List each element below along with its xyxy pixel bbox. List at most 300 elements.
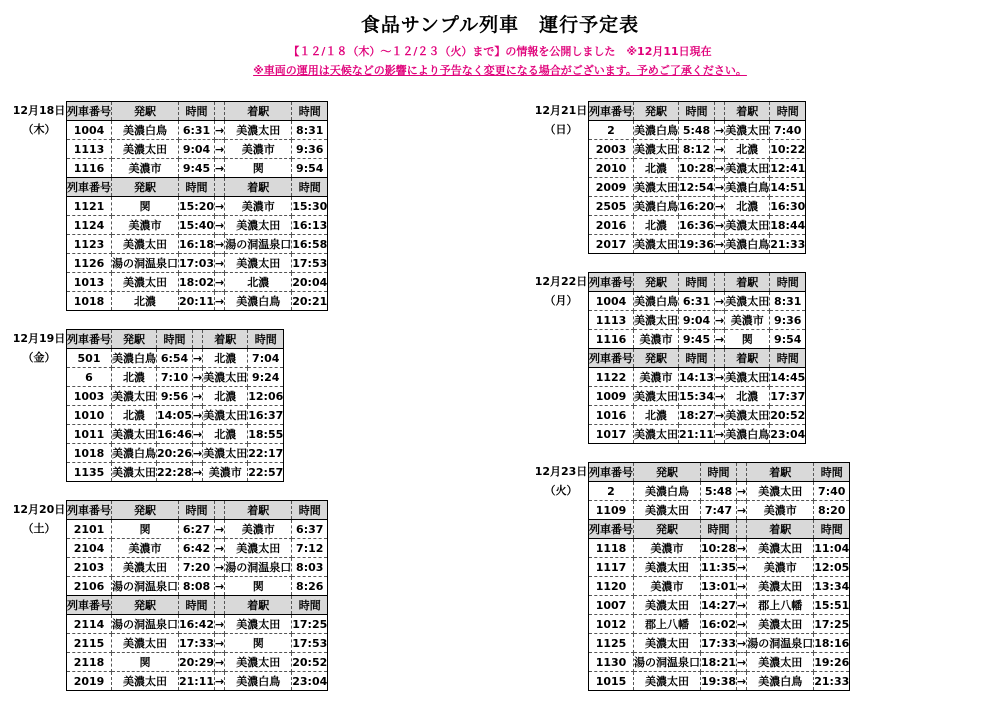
arrival-station: 美濃太田 (225, 653, 292, 672)
arrival-time: 7:40 (814, 482, 850, 501)
arrow: → (215, 235, 225, 254)
arrow: → (193, 444, 203, 463)
departure-station: 美濃市 (634, 330, 679, 349)
table-row (589, 482, 850, 501)
column-header: 着駅 (203, 330, 248, 349)
column-header: 時間 (679, 102, 715, 121)
departure-time: 12:54 (679, 178, 715, 197)
train-number: 1007 (589, 596, 634, 615)
train-number: 1004 (589, 292, 634, 311)
table-row (589, 140, 806, 159)
arrow: → (215, 672, 225, 691)
arrival-time: 14:51 (770, 178, 806, 197)
train-number: 1118 (589, 539, 634, 558)
departure-time: 11:35 (701, 558, 737, 577)
column-header: 列車番号 (589, 463, 634, 482)
departure-time: 18:02 (179, 273, 215, 292)
arrow: → (215, 653, 225, 672)
column-header: 着駅 (725, 273, 770, 292)
departure-time: 5:48 (701, 482, 737, 501)
departure-station: 美濃太田 (634, 425, 679, 444)
column-header (737, 463, 747, 482)
arrow: → (215, 558, 225, 577)
column-header: 着駅 (225, 501, 292, 520)
train-number: 1124 (67, 216, 112, 235)
table-row (67, 292, 328, 311)
timetable (588, 272, 806, 444)
header-row (67, 596, 328, 615)
train-number: 2016 (589, 216, 634, 235)
train-number: 1135 (67, 463, 112, 482)
departure-time: 9:04 (179, 140, 215, 159)
departure-time: 16:02 (701, 615, 737, 634)
column-header (715, 349, 725, 368)
arrival-station: 郡上八幡 (747, 596, 814, 615)
arrow: → (737, 596, 747, 615)
table-row (67, 444, 284, 463)
departure-time: 16:18 (179, 235, 215, 254)
departure-station: 美濃太田 (112, 273, 179, 292)
column-header: 時間 (701, 520, 737, 539)
column-header: 時間 (679, 349, 715, 368)
arrival-station: 美濃太田 (747, 653, 814, 672)
arrival-time: 7:04 (248, 349, 284, 368)
column-header: 時間 (179, 501, 215, 520)
header-row (589, 463, 850, 482)
arrow: → (215, 292, 225, 311)
train-number: 1004 (67, 121, 112, 140)
arrival-station: 美濃太田 (725, 406, 770, 425)
arrival-time: 15:51 (814, 596, 850, 615)
arrival-time: 9:36 (292, 140, 328, 159)
departure-station: 美濃市 (634, 539, 701, 558)
arrival-station: 美濃太田 (747, 615, 814, 634)
table-row (67, 235, 328, 254)
departure-station: 美濃白鳥 (112, 121, 179, 140)
train-number: 1117 (589, 558, 634, 577)
table-row (589, 634, 850, 653)
arrival-time: 21:33 (770, 237, 806, 251)
arrival-station: 関 (225, 159, 292, 178)
departure-time: 15:20 (179, 197, 215, 216)
arrival-station: 美濃太田 (747, 577, 814, 596)
table-row (67, 406, 284, 425)
arrival-time: 19:26 (814, 653, 850, 672)
arrival-time: 18:16 (814, 634, 850, 653)
arrival-time: 16:37 (248, 406, 284, 425)
departure-station: 湯の洞温泉口 (634, 653, 701, 672)
departure-station: 美濃白鳥 (112, 349, 157, 368)
arrival-time: 23:04 (770, 427, 806, 441)
departure-station: 美濃市 (112, 216, 179, 235)
arrival-time: 17:53 (292, 254, 328, 273)
column-header: 時間 (179, 596, 215, 615)
train-number: 2 (589, 482, 634, 501)
table-row (67, 273, 328, 292)
arrival-time: 20:21 (292, 294, 328, 308)
column-header: 列車番号 (67, 178, 112, 197)
train-number: 1012 (589, 615, 634, 634)
column-header: 発駅 (634, 349, 679, 368)
departure-time: 13:01 (701, 577, 737, 596)
column-header (215, 596, 225, 615)
table-row (589, 406, 806, 425)
table-row (67, 653, 328, 672)
date-text: 12月20日 (12, 503, 66, 516)
arrival-station: 美濃太田 (725, 292, 770, 311)
timetable (588, 101, 806, 254)
arrival-station: 美濃太田 (203, 444, 248, 463)
departure-station: 美濃太田 (112, 235, 179, 254)
train-number: 2 (589, 121, 634, 140)
train-number: 1121 (67, 197, 112, 216)
column-header (215, 102, 225, 121)
train-number: 1130 (589, 653, 634, 672)
departure-station: 美濃太田 (634, 178, 679, 197)
departure-station: 美濃太田 (634, 140, 679, 159)
table-row (589, 311, 806, 330)
arrival-station: 美濃市 (225, 197, 292, 216)
table-row (67, 159, 328, 178)
train-number: 6 (67, 368, 112, 387)
table-row (589, 368, 806, 387)
departure-station: 美濃白鳥 (634, 121, 679, 140)
departure-time: 16:46 (157, 425, 193, 444)
arrow: → (215, 273, 225, 292)
table-row (67, 387, 284, 406)
arrival-station: 関 (225, 634, 292, 653)
day-label (8, 500, 70, 538)
departure-time: 10:28 (701, 539, 737, 558)
train-number: 1120 (589, 577, 634, 596)
arrow: → (715, 387, 725, 406)
arrival-station: 北濃 (725, 140, 770, 159)
table-row (67, 577, 328, 596)
train-number: 1116 (67, 159, 112, 178)
arrival-time: 17:53 (292, 634, 328, 653)
column-header: 発駅 (112, 330, 157, 349)
arrival-station: 美濃白鳥 (725, 425, 770, 444)
train-number: 2017 (589, 235, 634, 254)
arrow: → (737, 558, 747, 577)
arrival-station: 湯の洞温泉口 (225, 235, 292, 254)
departure-station: 美濃太田 (112, 558, 179, 577)
table-row (589, 672, 850, 691)
arrival-time: 18:44 (770, 216, 806, 235)
arrival-station: 関 (225, 577, 292, 596)
departure-time: 16:36 (679, 216, 715, 235)
table-row (589, 596, 850, 615)
departure-station: 関 (112, 520, 179, 539)
departure-station: 北濃 (634, 159, 679, 178)
header-row (67, 501, 328, 520)
arrival-time: 8:20 (814, 501, 850, 520)
header-row (589, 273, 806, 292)
arrival-station: 北濃 (203, 349, 248, 368)
table-row (67, 216, 328, 235)
arrival-time: 8:03 (292, 558, 328, 577)
column-header: 列車番号 (67, 501, 112, 520)
column-header: 列車番号 (67, 596, 112, 615)
arrival-station: 美濃白鳥 (725, 235, 770, 254)
train-number: 1018 (67, 292, 112, 311)
day-label (8, 101, 70, 139)
column-header: 時間 (770, 102, 806, 121)
column-header: 時間 (679, 273, 715, 292)
arrival-time: 9:36 (770, 311, 806, 330)
arrival-station: 美濃太田 (225, 216, 292, 235)
column-header: 時間 (814, 463, 850, 482)
weekday-text: （日） (544, 123, 578, 136)
departure-station: 北濃 (112, 292, 179, 311)
arrow: → (737, 482, 747, 501)
timetable (66, 500, 328, 691)
arrival-time: 7:12 (292, 539, 328, 558)
header-row (589, 520, 850, 539)
column-header: 列車番号 (67, 102, 112, 121)
train-number: 1126 (67, 254, 112, 273)
train-number: 2019 (67, 672, 112, 691)
arrival-time: 9:54 (292, 159, 328, 178)
arrival-station: 美濃太田 (725, 159, 770, 178)
arrival-station: 美濃市 (203, 463, 248, 482)
arrow: → (737, 501, 747, 520)
departure-station: 美濃太田 (634, 387, 679, 406)
column-header (715, 102, 725, 121)
departure-time: 6:31 (679, 292, 715, 311)
column-header: 着駅 (747, 520, 814, 539)
column-header (215, 178, 225, 197)
table-row (589, 159, 806, 178)
departure-time: 6:31 (179, 121, 215, 140)
train-number: 1003 (67, 387, 112, 406)
table-row (67, 140, 328, 159)
departure-time: 8:12 (679, 140, 715, 159)
column-header: 発駅 (112, 501, 179, 520)
table-row (589, 558, 850, 577)
departure-time: 14:27 (701, 596, 737, 615)
column-header: 着駅 (225, 596, 292, 615)
table-row (67, 368, 284, 387)
timetable (66, 101, 328, 311)
departure-station: 美濃太田 (634, 672, 701, 691)
date-text: 12月21日 (534, 104, 588, 117)
column-header: 列車番号 (589, 349, 634, 368)
train-number: 2115 (67, 634, 112, 653)
header-row (589, 349, 806, 368)
arrival-station: 美濃白鳥 (225, 672, 292, 691)
day-label (8, 329, 70, 367)
day-label (530, 462, 592, 500)
table-row (589, 501, 850, 520)
departure-time: 17:03 (179, 254, 215, 273)
arrival-station: 北濃 (725, 197, 770, 216)
train-number: 1122 (589, 368, 634, 387)
departure-station: 湯の洞温泉口 (112, 615, 179, 634)
departure-time: 17:33 (701, 634, 737, 653)
date-text: 12月19日 (12, 332, 66, 345)
arrival-time: 13:34 (814, 577, 850, 596)
column-header: 発駅 (634, 102, 679, 121)
departure-time: 9:45 (679, 330, 715, 349)
arrival-station: 湯の洞温泉口 (225, 558, 292, 577)
table-row (589, 197, 806, 216)
departure-station: 美濃市 (634, 577, 701, 596)
column-header: 時間 (292, 102, 328, 121)
arrival-time: 11:04 (814, 539, 850, 558)
departure-station: 美濃市 (112, 539, 179, 558)
column-header: 発駅 (112, 596, 179, 615)
departure-station: 美濃白鳥 (634, 197, 679, 216)
train-number: 1109 (589, 501, 634, 520)
column-header (715, 273, 725, 292)
train-number: 1009 (589, 387, 634, 406)
arrival-time: 8:31 (292, 121, 328, 140)
arrival-station: 関 (725, 330, 770, 349)
column-header: 時間 (179, 178, 215, 197)
column-header: 列車番号 (589, 273, 634, 292)
departure-station: 美濃市 (112, 159, 179, 178)
arrow: → (715, 235, 725, 254)
arrow: → (715, 178, 725, 197)
departure-time: 8:08 (179, 577, 215, 596)
arrival-time: 16:13 (292, 216, 328, 235)
departure-station: 美濃太田 (634, 596, 701, 615)
arrival-station: 美濃太田 (747, 539, 814, 558)
timetable (66, 329, 284, 482)
arrow: → (215, 121, 225, 140)
arrival-time: 16:58 (292, 235, 328, 254)
table-row (589, 653, 850, 672)
column-header: 発駅 (634, 463, 701, 482)
arrow: → (737, 615, 747, 634)
column-header: 時間 (179, 102, 215, 121)
arrow: → (193, 368, 203, 387)
arrival-time: 8:31 (770, 292, 806, 311)
arrow: → (737, 653, 747, 672)
column-header: 着駅 (225, 178, 292, 197)
arrival-time: 16:30 (770, 197, 806, 216)
weekday-text: （金） (22, 351, 56, 364)
departure-time: 21:11 (179, 672, 215, 691)
train-number: 2101 (67, 520, 112, 539)
column-header: 時間 (292, 178, 328, 197)
table-row (67, 634, 328, 653)
departure-time: 14:05 (157, 406, 193, 425)
arrow: → (715, 311, 725, 330)
departure-station: 美濃太田 (112, 425, 157, 444)
departure-time: 14:13 (679, 368, 715, 387)
column-header: 時間 (157, 330, 193, 349)
arrow: → (715, 368, 725, 387)
arrival-station: 北濃 (203, 387, 248, 406)
table-row (589, 387, 806, 406)
column-header: 時間 (701, 463, 737, 482)
arrow: → (193, 425, 203, 444)
date-text: 12月23日 (534, 465, 588, 478)
header-row (67, 330, 284, 349)
arrow: → (715, 330, 725, 349)
arrival-time: 23:04 (292, 674, 328, 688)
departure-time: 7:20 (179, 558, 215, 577)
column-header: 列車番号 (589, 520, 634, 539)
arrow: → (193, 463, 203, 482)
arrow: → (193, 387, 203, 406)
departure-time: 18:27 (679, 406, 715, 425)
departure-time: 21:11 (679, 425, 715, 444)
departure-time: 9:45 (179, 159, 215, 178)
table-row (589, 216, 806, 235)
column-header: 時間 (292, 596, 328, 615)
arrival-time: 9:24 (248, 368, 284, 387)
arrival-station: 美濃白鳥 (747, 672, 814, 691)
arrival-station: 美濃市 (747, 501, 814, 520)
header-row (67, 102, 328, 121)
train-number: 1125 (589, 634, 634, 653)
arrow: → (193, 406, 203, 425)
arrival-time: 20:52 (292, 653, 328, 672)
table-row (67, 254, 328, 273)
table-row (589, 235, 806, 254)
arrow: → (215, 254, 225, 273)
arrival-time: 18:55 (248, 425, 284, 444)
departure-time: 6:27 (179, 520, 215, 539)
train-number: 1011 (67, 425, 112, 444)
arrow: → (737, 634, 747, 653)
arrival-station: 美濃太田 (225, 539, 292, 558)
departure-station: 美濃太田 (634, 501, 701, 520)
departure-station: 関 (112, 197, 179, 216)
column-header: 着駅 (225, 102, 292, 121)
column-header: 時間 (814, 520, 850, 539)
arrow: → (737, 577, 747, 596)
arrival-station: 美濃白鳥 (225, 292, 292, 311)
departure-station: 美濃太田 (112, 463, 157, 482)
table-row (67, 121, 328, 140)
table-row (67, 615, 328, 634)
departure-time: 10:28 (679, 159, 715, 178)
weekday-text: （土） (22, 522, 56, 535)
column-header: 着駅 (725, 102, 770, 121)
table-row (589, 615, 850, 634)
train-number: 2010 (589, 159, 634, 178)
column-header: 列車番号 (67, 330, 112, 349)
arrow: → (215, 159, 225, 178)
train-number: 2114 (67, 615, 112, 634)
train-number: 1015 (589, 672, 634, 691)
column-header: 発駅 (112, 102, 179, 121)
departure-time: 19:38 (701, 672, 737, 691)
train-number: 2118 (67, 653, 112, 672)
header-row (67, 178, 328, 197)
departure-station: 美濃市 (634, 368, 679, 387)
arrow: → (215, 520, 225, 539)
header-row (589, 102, 806, 121)
arrival-station: 北濃 (725, 387, 770, 406)
date-text: 12月22日 (534, 275, 588, 288)
table-row (589, 425, 806, 444)
arrow: → (737, 539, 747, 558)
day-label (530, 272, 592, 310)
arrival-time: 15:30 (292, 197, 328, 216)
departure-station: 北濃 (112, 406, 157, 425)
column-header: 発駅 (112, 178, 179, 197)
train-number: 2505 (589, 197, 634, 216)
timetable (588, 462, 850, 691)
column-header: 発駅 (634, 273, 679, 292)
train-number: 2104 (67, 539, 112, 558)
table-row (589, 577, 850, 596)
